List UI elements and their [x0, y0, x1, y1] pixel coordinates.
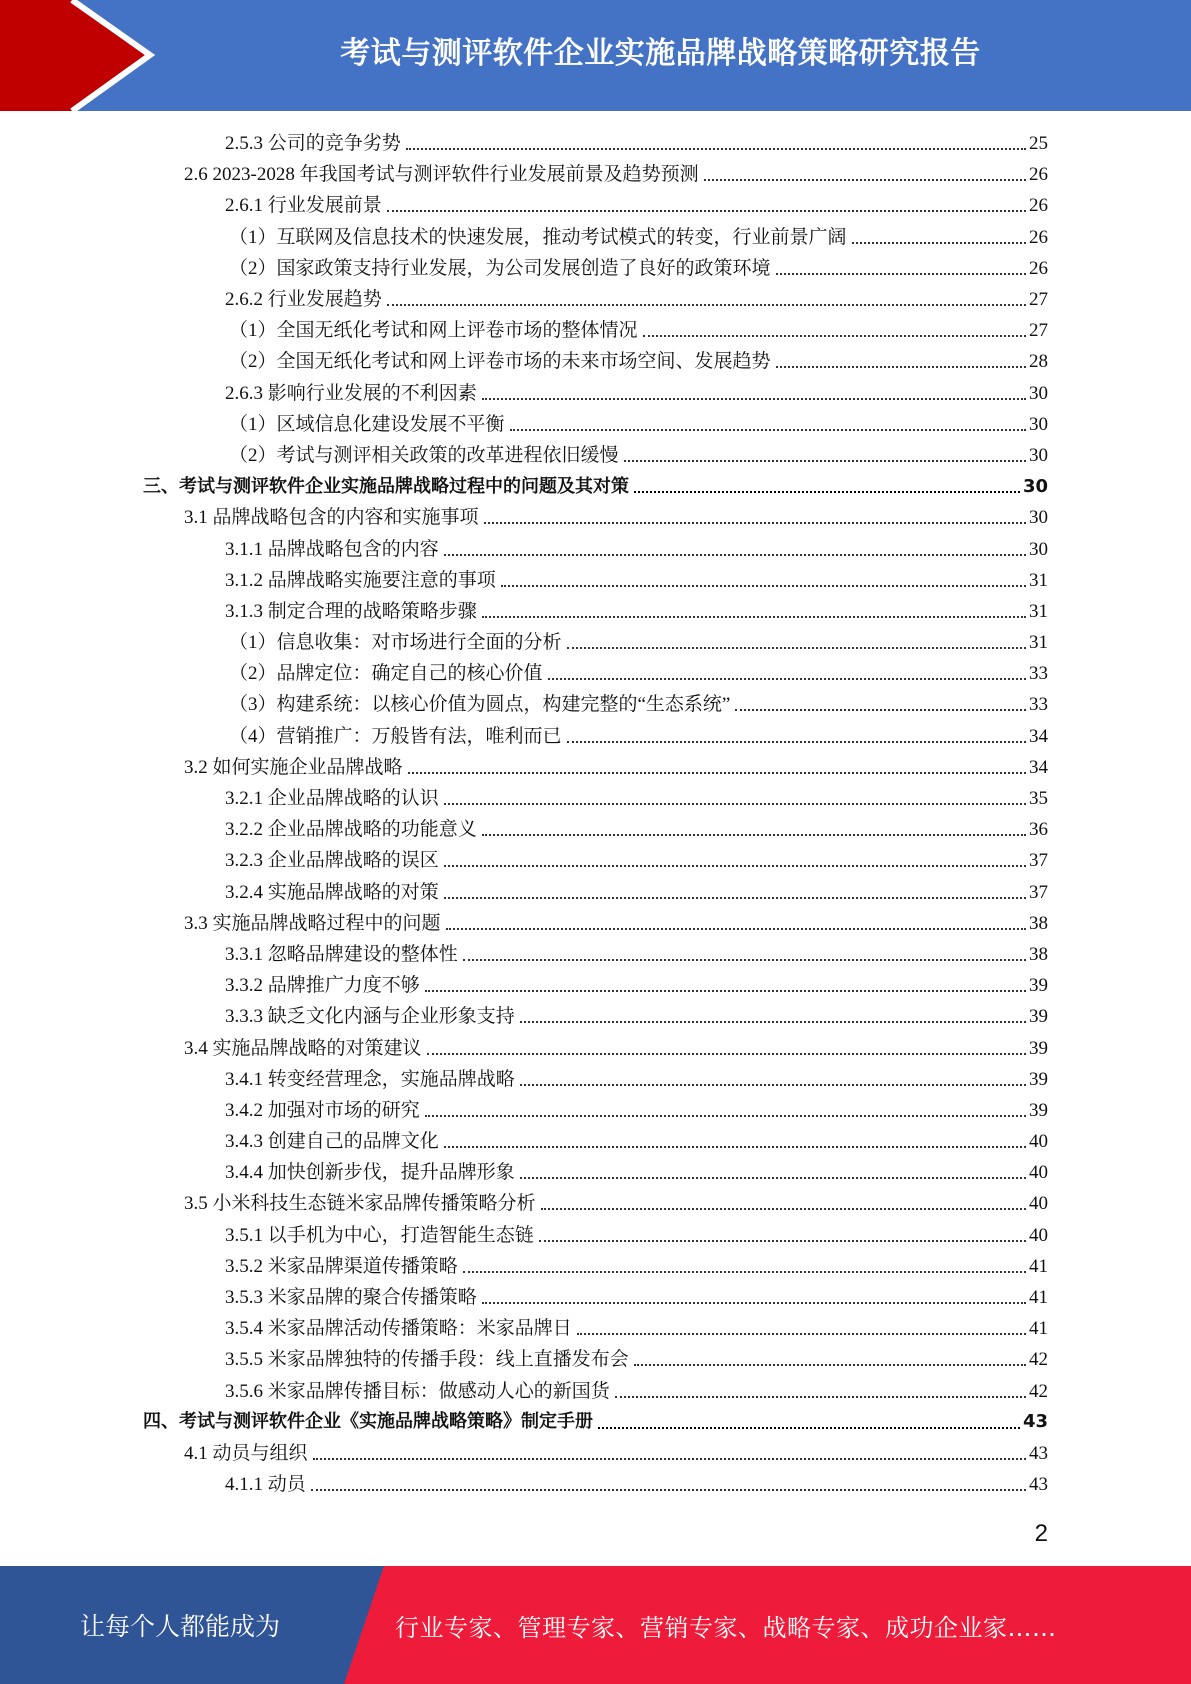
- toc-entry-label: 3.4.3 创建自己的品牌文化: [225, 1131, 439, 1153]
- toc-entry-page: 41: [1029, 1255, 1048, 1277]
- toc-entry[interactable]: [0, 222, 1191, 253]
- toc-entry-page: 43: [1022, 1411, 1048, 1433]
- toc-dot-leader: [425, 989, 1026, 992]
- toc-entry[interactable]: [0, 845, 1191, 876]
- toc-entry[interactable]: [0, 721, 1191, 752]
- toc-entry-page: 27: [1029, 320, 1048, 342]
- toc-entry-page: 30: [1029, 507, 1048, 529]
- toc-entry-label: 2.6.2 行业发展趋势: [225, 289, 382, 311]
- toc-entry[interactable]: [0, 908, 1191, 939]
- toc-entry[interactable]: [0, 378, 1191, 409]
- toc-dot-leader: [444, 864, 1026, 867]
- toc-entry-page: 28: [1029, 351, 1048, 373]
- toc-entry-page: 43: [1029, 1474, 1048, 1496]
- toc-dot-leader: [520, 1020, 1026, 1023]
- toc-entry[interactable]: [0, 346, 1191, 377]
- toc-entry-label: 4.1.1 动员: [225, 1474, 306, 1496]
- toc-entry-page: 31: [1029, 600, 1048, 622]
- toc-entry[interactable]: [0, 315, 1191, 346]
- toc-entry-page: 36: [1029, 819, 1048, 841]
- toc-entry-page: 30: [1029, 444, 1048, 466]
- toc-entry-page: 30: [1029, 382, 1048, 404]
- toc-entry[interactable]: [0, 565, 1191, 596]
- toc-dot-leader: [446, 927, 1026, 930]
- toc-entry-page: 39: [1029, 1068, 1048, 1090]
- toc-entry[interactable]: [0, 783, 1191, 814]
- toc-dot-leader: [444, 553, 1026, 556]
- toc-entry-label: 三、考试与测评软件企业实施品牌战略过程中的问题及其对策: [143, 475, 629, 497]
- toc-entry-page: 38: [1029, 943, 1048, 965]
- toc-dot-leader: [634, 490, 1020, 493]
- toc-entry[interactable]: [0, 1220, 1191, 1251]
- toc-entry[interactable]: [0, 1438, 1191, 1469]
- toc-entry-page: 39: [1029, 1099, 1048, 1121]
- toc-entry[interactable]: [0, 1032, 1191, 1063]
- toc-entry-label: （2）国家政策支持行业发展，为公司发展创造了良好的政策环境: [229, 257, 771, 279]
- toc-entry-label: 3.4 实施品牌战略的对策建议: [184, 1037, 422, 1059]
- toc-entry-label: 四、考试与测评软件企业《实施品牌战略策略》制定手册: [143, 1411, 593, 1433]
- toc-dot-leader: [624, 459, 1026, 462]
- toc-entry[interactable]: [0, 284, 1191, 315]
- toc-dot-leader: [520, 1176, 1026, 1179]
- toc-entry[interactable]: [0, 658, 1191, 689]
- toc-dot-leader: [387, 209, 1026, 212]
- toc-entry[interactable]: [0, 533, 1191, 564]
- toc-entry-page: 25: [1029, 133, 1048, 155]
- toc-entry-page: 39: [1029, 975, 1048, 997]
- toc-entry[interactable]: [0, 159, 1191, 190]
- toc-entry[interactable]: [0, 1251, 1191, 1282]
- toc-entry-page: 40: [1029, 1193, 1048, 1215]
- toc-dot-leader: [598, 1426, 1020, 1429]
- toc-entry-label: 3.2.1 企业品牌战略的认识: [225, 788, 439, 810]
- footer-slogan-right: 行业专家、管理专家、营销专家、战略专家、成功企业家……: [395, 1613, 1057, 1642]
- toc-entry[interactable]: [0, 502, 1191, 533]
- toc-entry[interactable]: [0, 1313, 1191, 1344]
- toc-dot-leader: [776, 365, 1026, 368]
- toc-dot-leader: [776, 272, 1026, 275]
- toc-entry[interactable]: [0, 253, 1191, 284]
- toc-entry-label: 3.5.1 以手机为中心，打造智能生态链: [225, 1224, 534, 1246]
- toc-dot-leader: [615, 1395, 1026, 1398]
- document-title: 考试与测评软件企业实施品牌战略策略研究报告: [340, 36, 981, 71]
- table-of-contents: [0, 128, 1191, 1500]
- toc-dot-leader: [482, 1301, 1026, 1304]
- toc-dot-leader: [387, 303, 1026, 306]
- toc-entry-page: 40: [1029, 1162, 1048, 1184]
- toc-entry[interactable]: [0, 1064, 1191, 1095]
- toc-entry-page: 26: [1029, 226, 1048, 248]
- toc-entry-page: 37: [1029, 881, 1048, 903]
- toc-entry[interactable]: [0, 814, 1191, 845]
- toc-entry[interactable]: [0, 1157, 1191, 1188]
- toc-dot-leader: [501, 584, 1026, 587]
- toc-entry-label: 2.6.3 影响行业发展的不利因素: [225, 382, 477, 404]
- toc-entry-page: 31: [1029, 632, 1048, 654]
- toc-dot-leader: [444, 802, 1026, 805]
- toc-entry[interactable]: [0, 440, 1191, 471]
- toc-entry-label: 3.3.1 忽略品牌建设的整体性: [225, 943, 458, 965]
- toc-entry-page: 30: [1029, 413, 1048, 435]
- toc-dot-leader: [313, 1457, 1026, 1460]
- toc-entry-label: （2）品牌定位：确定自己的核心价值: [229, 663, 543, 685]
- toc-entry-page: 41: [1029, 1287, 1048, 1309]
- toc-dot-leader: [484, 521, 1026, 524]
- toc-dot-leader: [548, 677, 1026, 680]
- toc-entry[interactable]: [0, 596, 1191, 627]
- toc-entry[interactable]: [0, 627, 1191, 658]
- toc-entry-label: 4.1 动员与组织: [184, 1442, 308, 1464]
- toc-entry-label: 3.5.6 米家品牌传播目标：做感动人心的新国货: [225, 1380, 610, 1402]
- toc-dot-leader: [444, 896, 1026, 899]
- toc-entry-page: 33: [1029, 694, 1048, 716]
- page-header: [0, 0, 1191, 111]
- toc-entry[interactable]: [0, 409, 1191, 440]
- toc-entry[interactable]: [0, 970, 1191, 1001]
- toc-entry-label: （3）构建系统：以核心价值为圆点，构建完整的“生态系统”: [229, 694, 731, 716]
- toc-entry-page: 34: [1029, 756, 1048, 778]
- toc-entry-label: 2.6 2023-2028 年我国考试与测评软件行业发展前景及趋势预测: [184, 164, 699, 186]
- toc-entry[interactable]: [0, 877, 1191, 908]
- toc-entry-page: 40: [1029, 1224, 1048, 1246]
- toc-entry[interactable]: [0, 1188, 1191, 1219]
- toc-entry[interactable]: [0, 190, 1191, 221]
- toc-entry-label: 3.1.1 品牌战略包含的内容: [225, 538, 439, 560]
- toc-entry-label: （1）互联网及信息技术的快速发展，推动考试模式的转变，行业前景广阔: [229, 226, 847, 248]
- toc-dot-leader: [643, 334, 1026, 337]
- toc-entry-page: 35: [1029, 788, 1048, 810]
- toc-entry-page: 26: [1029, 164, 1048, 186]
- toc-entry-label: 3.2.2 企业品牌战略的功能意义: [225, 819, 477, 841]
- toc-entry-page: 26: [1029, 195, 1048, 217]
- toc-entry-label: 3.1.3 制定合理的战略策略步骤: [225, 600, 477, 622]
- toc-entry[interactable]: [0, 1095, 1191, 1126]
- toc-entry-page: 26: [1029, 257, 1048, 279]
- toc-entry[interactable]: [0, 1376, 1191, 1407]
- toc-entry-page: 37: [1029, 850, 1048, 872]
- toc-entry-label: 3.5.2 米家品牌渠道传播策略: [225, 1255, 458, 1277]
- toc-entry-page: 30: [1022, 475, 1048, 497]
- toc-entry-page: 41: [1029, 1318, 1048, 1340]
- toc-dot-leader: [704, 178, 1026, 181]
- toc-entry-page: 38: [1029, 912, 1048, 934]
- toc-entry-label: （2）全国无纸化考试和网上评卷市场的未来市场空间、发展趋势: [229, 351, 771, 373]
- toc-entry[interactable]: [0, 752, 1191, 783]
- toc-dot-leader: [577, 1332, 1026, 1335]
- toc-entry-label: 3.5.3 米家品牌的聚合传播策略: [225, 1287, 477, 1309]
- toc-entry-label: 3.4.1 转变经营理念，实施品牌战略: [225, 1068, 515, 1090]
- toc-dot-leader: [567, 740, 1026, 743]
- toc-entry-label: 3.3 实施品牌战略过程中的问题: [184, 912, 441, 934]
- toc-entry[interactable]: [0, 1407, 1191, 1438]
- page-footer: [0, 1566, 1191, 1684]
- toc-entry-page: 27: [1029, 289, 1048, 311]
- toc-entry-page: 33: [1029, 663, 1048, 685]
- toc-entry-label: 3.4.2 加强对市场的研究: [225, 1099, 420, 1121]
- toc-entry-page: 40: [1029, 1131, 1048, 1153]
- toc-dot-leader: [567, 646, 1026, 649]
- toc-entry[interactable]: [0, 128, 1191, 159]
- toc-dot-leader: [408, 771, 1026, 774]
- toc-entry-label: 3.5.4 米家品牌活动传播策略：米家品牌日: [225, 1318, 572, 1340]
- toc-dot-leader: [541, 1207, 1026, 1210]
- toc-entry-label: （4）营销推广：万般皆有法，唯利而已: [229, 725, 562, 747]
- toc-dot-leader: [482, 397, 1026, 400]
- toc-dot-leader: [482, 615, 1026, 618]
- toc-entry-label: 3.3.3 缺乏文化内涵与企业形象支持: [225, 1006, 515, 1028]
- toc-entry-page: 30: [1029, 538, 1048, 560]
- toc-entry-label: （1）全国无纸化考试和网上评卷市场的整体情况: [229, 320, 638, 342]
- toc-entry-page: 43: [1029, 1442, 1048, 1464]
- toc-entry-label: 3.4.4 加快创新步伐，提升品牌形象: [225, 1162, 515, 1184]
- toc-entry[interactable]: [0, 1001, 1191, 1032]
- toc-entry-label: 3.1.2 品牌战略实施要注意的事项: [225, 569, 496, 591]
- toc-entry[interactable]: [0, 939, 1191, 970]
- toc-entry-label: 3.3.2 品牌推广力度不够: [225, 975, 420, 997]
- toc-entry-label: （1）区域信息化建设发展不平衡: [229, 413, 505, 435]
- page-number: 2: [1034, 1520, 1048, 1547]
- toc-entry-label: 2.6.1 行业发展前景: [225, 195, 382, 217]
- header-arrow-decoration: [0, 0, 160, 111]
- toc-entry-label: 3.5 小米科技生态链米家品牌传播策略分析: [184, 1193, 536, 1215]
- toc-entry-label: 3.2 如何实施企业品牌战略: [184, 756, 403, 778]
- toc-dot-leader: [427, 1052, 1026, 1055]
- toc-dot-leader: [311, 1488, 1026, 1491]
- toc-entry[interactable]: [0, 1344, 1191, 1375]
- footer-slogan-left: 让每个人都能成为: [79, 1612, 280, 1641]
- toc-entry-label: （1）信息收集：对市场进行全面的分析: [229, 632, 562, 654]
- toc-entry[interactable]: [0, 689, 1191, 720]
- toc-entry-label: 3.1 品牌战略包含的内容和实施事项: [184, 507, 479, 529]
- toc-dot-leader: [539, 1239, 1026, 1242]
- toc-dot-leader: [463, 1270, 1026, 1273]
- toc-dot-leader: [852, 241, 1026, 244]
- toc-dot-leader: [735, 708, 1026, 711]
- toc-dot-leader: [482, 833, 1026, 836]
- toc-dot-leader: [634, 1363, 1026, 1366]
- toc-entry-page: 34: [1029, 725, 1048, 747]
- toc-entry-label: 3.5.5 米家品牌独特的传播手段：线上直播发布会: [225, 1349, 629, 1371]
- toc-dot-leader: [406, 147, 1026, 150]
- toc-entry-page: 39: [1029, 1037, 1048, 1059]
- toc-entry-label: 3.2.4 实施品牌战略的对策: [225, 881, 439, 903]
- toc-entry[interactable]: [0, 1469, 1191, 1500]
- toc-entry-page: 42: [1029, 1380, 1048, 1402]
- toc-entry[interactable]: [0, 1282, 1191, 1313]
- toc-entry-label: 3.2.3 企业品牌战略的误区: [225, 850, 439, 872]
- toc-entry-page: 39: [1029, 1006, 1048, 1028]
- toc-entry-label: 2.5.3 公司的竞争劣势: [225, 133, 401, 155]
- toc-entry-label: （2）考试与测评相关政策的改革进程依旧缓慢: [229, 444, 619, 466]
- toc-dot-leader: [444, 1145, 1026, 1148]
- toc-dot-leader: [520, 1083, 1026, 1086]
- toc-entry-page: 42: [1029, 1349, 1048, 1371]
- toc-entry[interactable]: [0, 471, 1191, 502]
- toc-entry[interactable]: [0, 1126, 1191, 1157]
- toc-dot-leader: [425, 1114, 1026, 1117]
- toc-dot-leader: [510, 428, 1026, 431]
- toc-dot-leader: [463, 958, 1026, 961]
- toc-entry-page: 31: [1029, 569, 1048, 591]
